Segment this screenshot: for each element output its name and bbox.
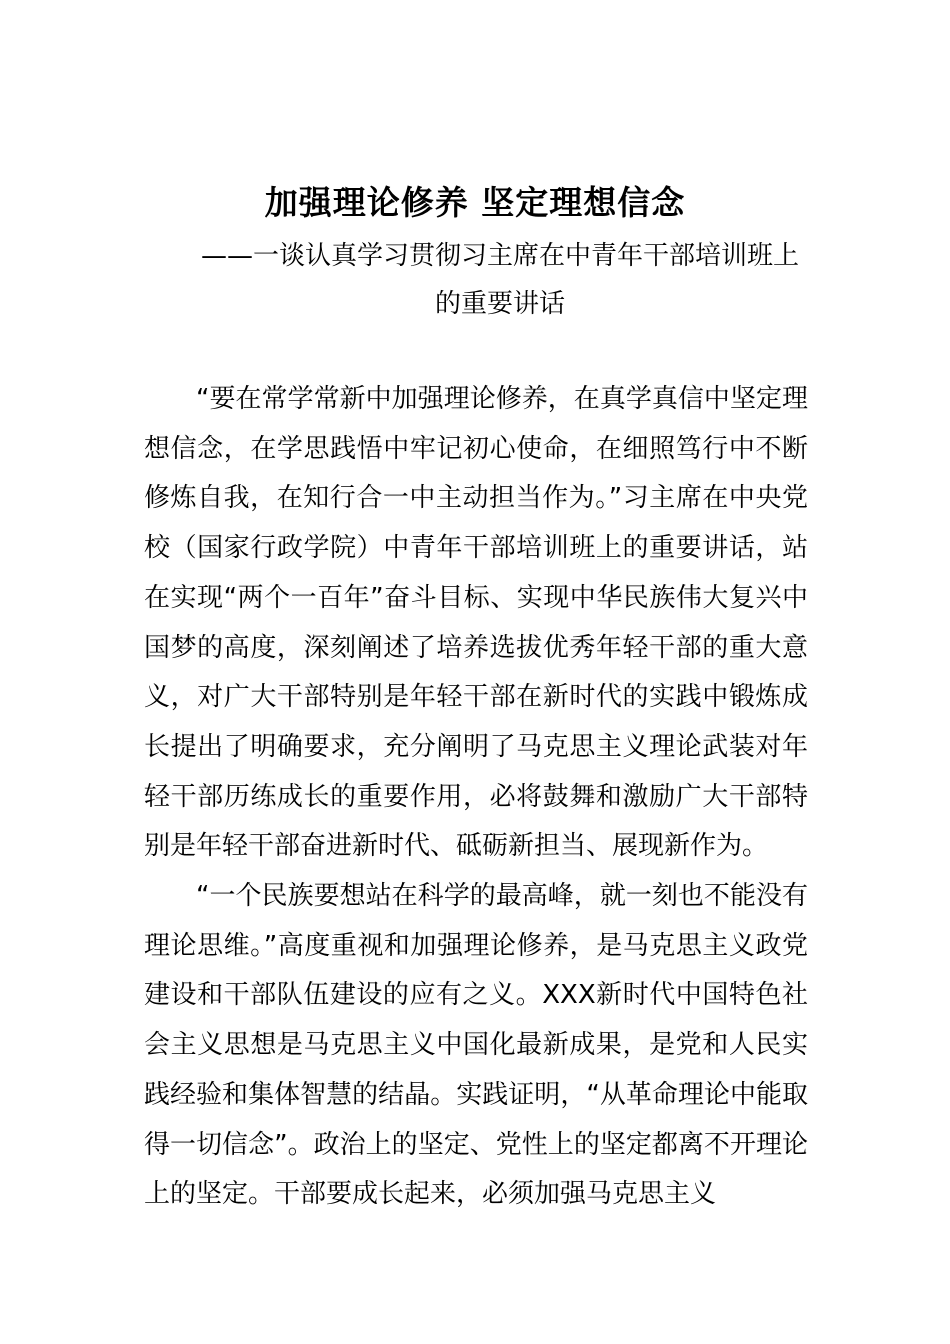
document-subtitle: ——一谈认真学习贯彻习主席在中青年干部培训班上的重要讲话 (200, 241, 799, 319)
document-body (144, 375, 808, 1220)
paragraph-1: “要在常学常新中加强理论修养，在真学真信中坚定理想信念，在学思践悟中牢记初心使命，在细照笃行中不断修炼自我，在知行合一中主动担当作为。”习主席在中央党校（国家行政学院）中青年干部培训班上的重要讲话，站在实现“两个一百年”奋斗目标、实现中华民族伟大复兴中国梦的高度，深刻阐述了培养选拔优秀年轻干部的重大意义，对广大干部特别是年轻干部在新时代的实践中锻炼成长提出了明确要求，充分阐明了马克思主义理论武装对年轻干部历练成长的重要作用，必将鼓舞和激励广大干部特别是年轻干部奋进新时代、砥砺新担当、展现新作为。 (144, 384, 808, 862)
document-title: 加强理论修养 坚定理想信念 (264, 183, 686, 222)
paragraph-2: “一个民族要想站在科学的最高峰，就一刻也不能没有理论思维。”高度重视和加强理论修养，是马克思主义政党建设和干部队伍建设的应有之义。XXX新时代中国特色社会主义思想是马克思主义中国化最新成果，是党和人民实践经验和集体智慧的结晶。实践证明，“从革命理论中能取得一切信念”。政治上的坚定、党性上的坚定都离不开理论上的坚定。干部要成长起来，必须加强马克思主义 (144, 881, 808, 1210)
